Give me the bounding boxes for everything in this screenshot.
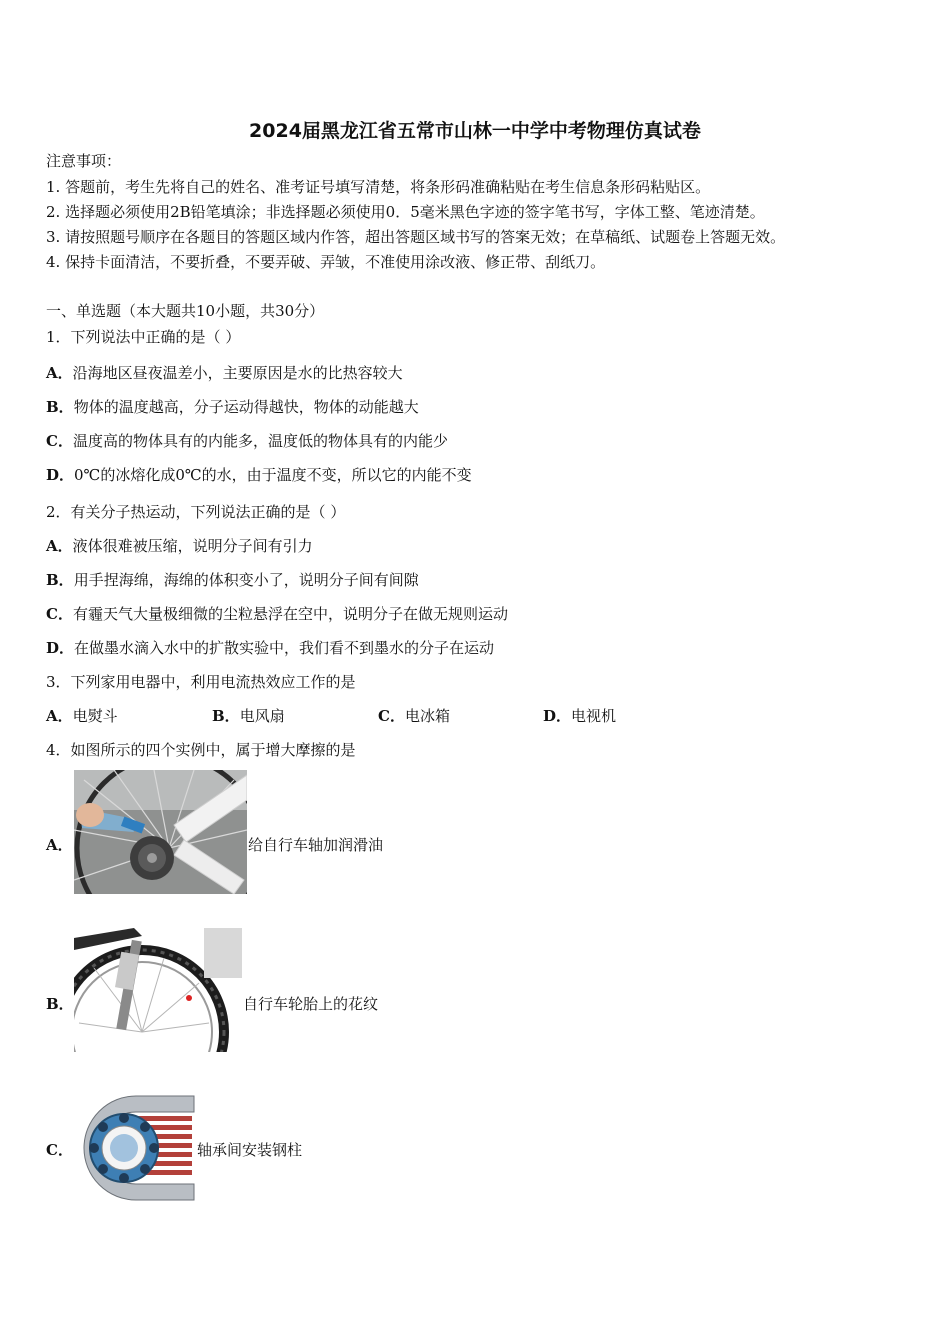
option-letter: C．	[46, 1141, 73, 1159]
option-letter: D．	[46, 466, 75, 484]
notice-item: 3. 请按照题号顺序在各题目的答题区域内作答，超出答题区域书写的答案无效；在草稿纸、试题卷上答题无效。	[46, 228, 786, 246]
page-title: 2024届黑龙江省五常市山林一中学中考物理仿真试卷	[249, 120, 701, 142]
option-row	[46, 639, 494, 657]
option-row	[46, 364, 403, 382]
option-text: 电冰箱	[404, 707, 450, 725]
bearing-image	[76, 1092, 196, 1204]
notice-item: 2. 选择题必须使用2B铅笔填涂；非选择题必须使用0．5毫米黑色字迹的签字笔书写，字体工整、笔迹清楚。	[46, 203, 765, 221]
question-stem: 4．如图所示的四个实例中，属于增大摩擦的是	[46, 741, 356, 759]
bicycle-tire-image	[74, 928, 242, 1052]
option-text: 电视机	[571, 707, 617, 725]
option-letter: C．	[46, 432, 73, 450]
option-row	[46, 398, 419, 416]
bicycle-oil-image	[74, 770, 247, 894]
option-letter: B．	[46, 571, 74, 589]
option-letter: B．	[46, 995, 74, 1013]
option-inline	[212, 707, 285, 725]
option-letter: D．	[46, 639, 75, 657]
notice-heading: 注意事项：	[46, 152, 122, 170]
option-text: 物体的温度越高，分子运动得越快，物体的动能越大	[73, 398, 419, 416]
option-text: 0℃的冰熔化成0℃的水，由于温度不变，所以它的内能不变	[74, 466, 472, 484]
option-letter: C．	[46, 605, 73, 623]
option-row	[46, 466, 472, 484]
option-letter: C．	[378, 707, 405, 725]
option-letter: A．	[46, 707, 73, 725]
option-text: 用手捏海绵，海绵的体积变小了，说明分子间有间隙	[73, 571, 419, 589]
option-text: 在做墨水滴入水中的扩散实验中，我们看不到墨水的分子在运动	[74, 639, 495, 657]
bicycle-oil-illustration	[74, 770, 247, 894]
option-letter: D．	[543, 707, 572, 725]
option-row	[46, 432, 448, 450]
question-stem: 3．下列家用电器中，利用电流热效应工作的是	[46, 673, 356, 691]
option-text: 有霾天气大量极细微的尘粒悬浮在空中，说明分子在做无规则运动	[72, 605, 508, 623]
option-row	[46, 571, 419, 589]
option-row	[46, 537, 313, 555]
option-text: 电风扇	[239, 707, 285, 725]
option-inline	[378, 707, 450, 725]
option-text: 沿海地区昼夜温差小，主要原因是水的比热容较大	[72, 364, 403, 382]
option-text: 电熨斗	[72, 707, 118, 725]
option-letter: A．	[46, 836, 73, 854]
option-text: 轴承间安装钢柱	[197, 1141, 303, 1159]
option-row	[46, 605, 508, 623]
option-text: 给自行车轴加润滑油	[248, 836, 384, 854]
option-letter: B．	[46, 398, 74, 416]
option-letter: A．	[46, 364, 73, 382]
option-inline	[543, 707, 616, 725]
option-inline	[46, 707, 118, 725]
bearing-illustration	[76, 1092, 196, 1204]
notice-item: 1. 答题前，考生先将自己的姓名、准考证号填写清楚，将条形码准确粘贴在考生信息条形码粘贴区。	[46, 178, 711, 196]
question-stem: 2．有关分子热运动，下列说法正确的是（ ）	[46, 503, 346, 521]
question-stem: 1．下列说法中正确的是（ ）	[46, 328, 241, 346]
option-letter: B．	[212, 707, 240, 725]
notice-item: 4. 保持卡面清洁，不要折叠，不要弄破、弄皱，不准使用涂改液、修正带、刮纸刀。	[46, 253, 606, 271]
option-text: 自行车轮胎上的花纹	[243, 995, 379, 1013]
option-text: 温度高的物体具有的内能多，温度低的物体具有的内能少	[72, 432, 448, 450]
option-letter: A．	[46, 537, 73, 555]
section-heading: 一、单选题（本大题共10小题，共30分）	[46, 302, 325, 320]
bicycle-tire-illustration	[74, 928, 242, 1052]
option-text: 液体很难被压缩，说明分子间有引力	[72, 537, 313, 555]
